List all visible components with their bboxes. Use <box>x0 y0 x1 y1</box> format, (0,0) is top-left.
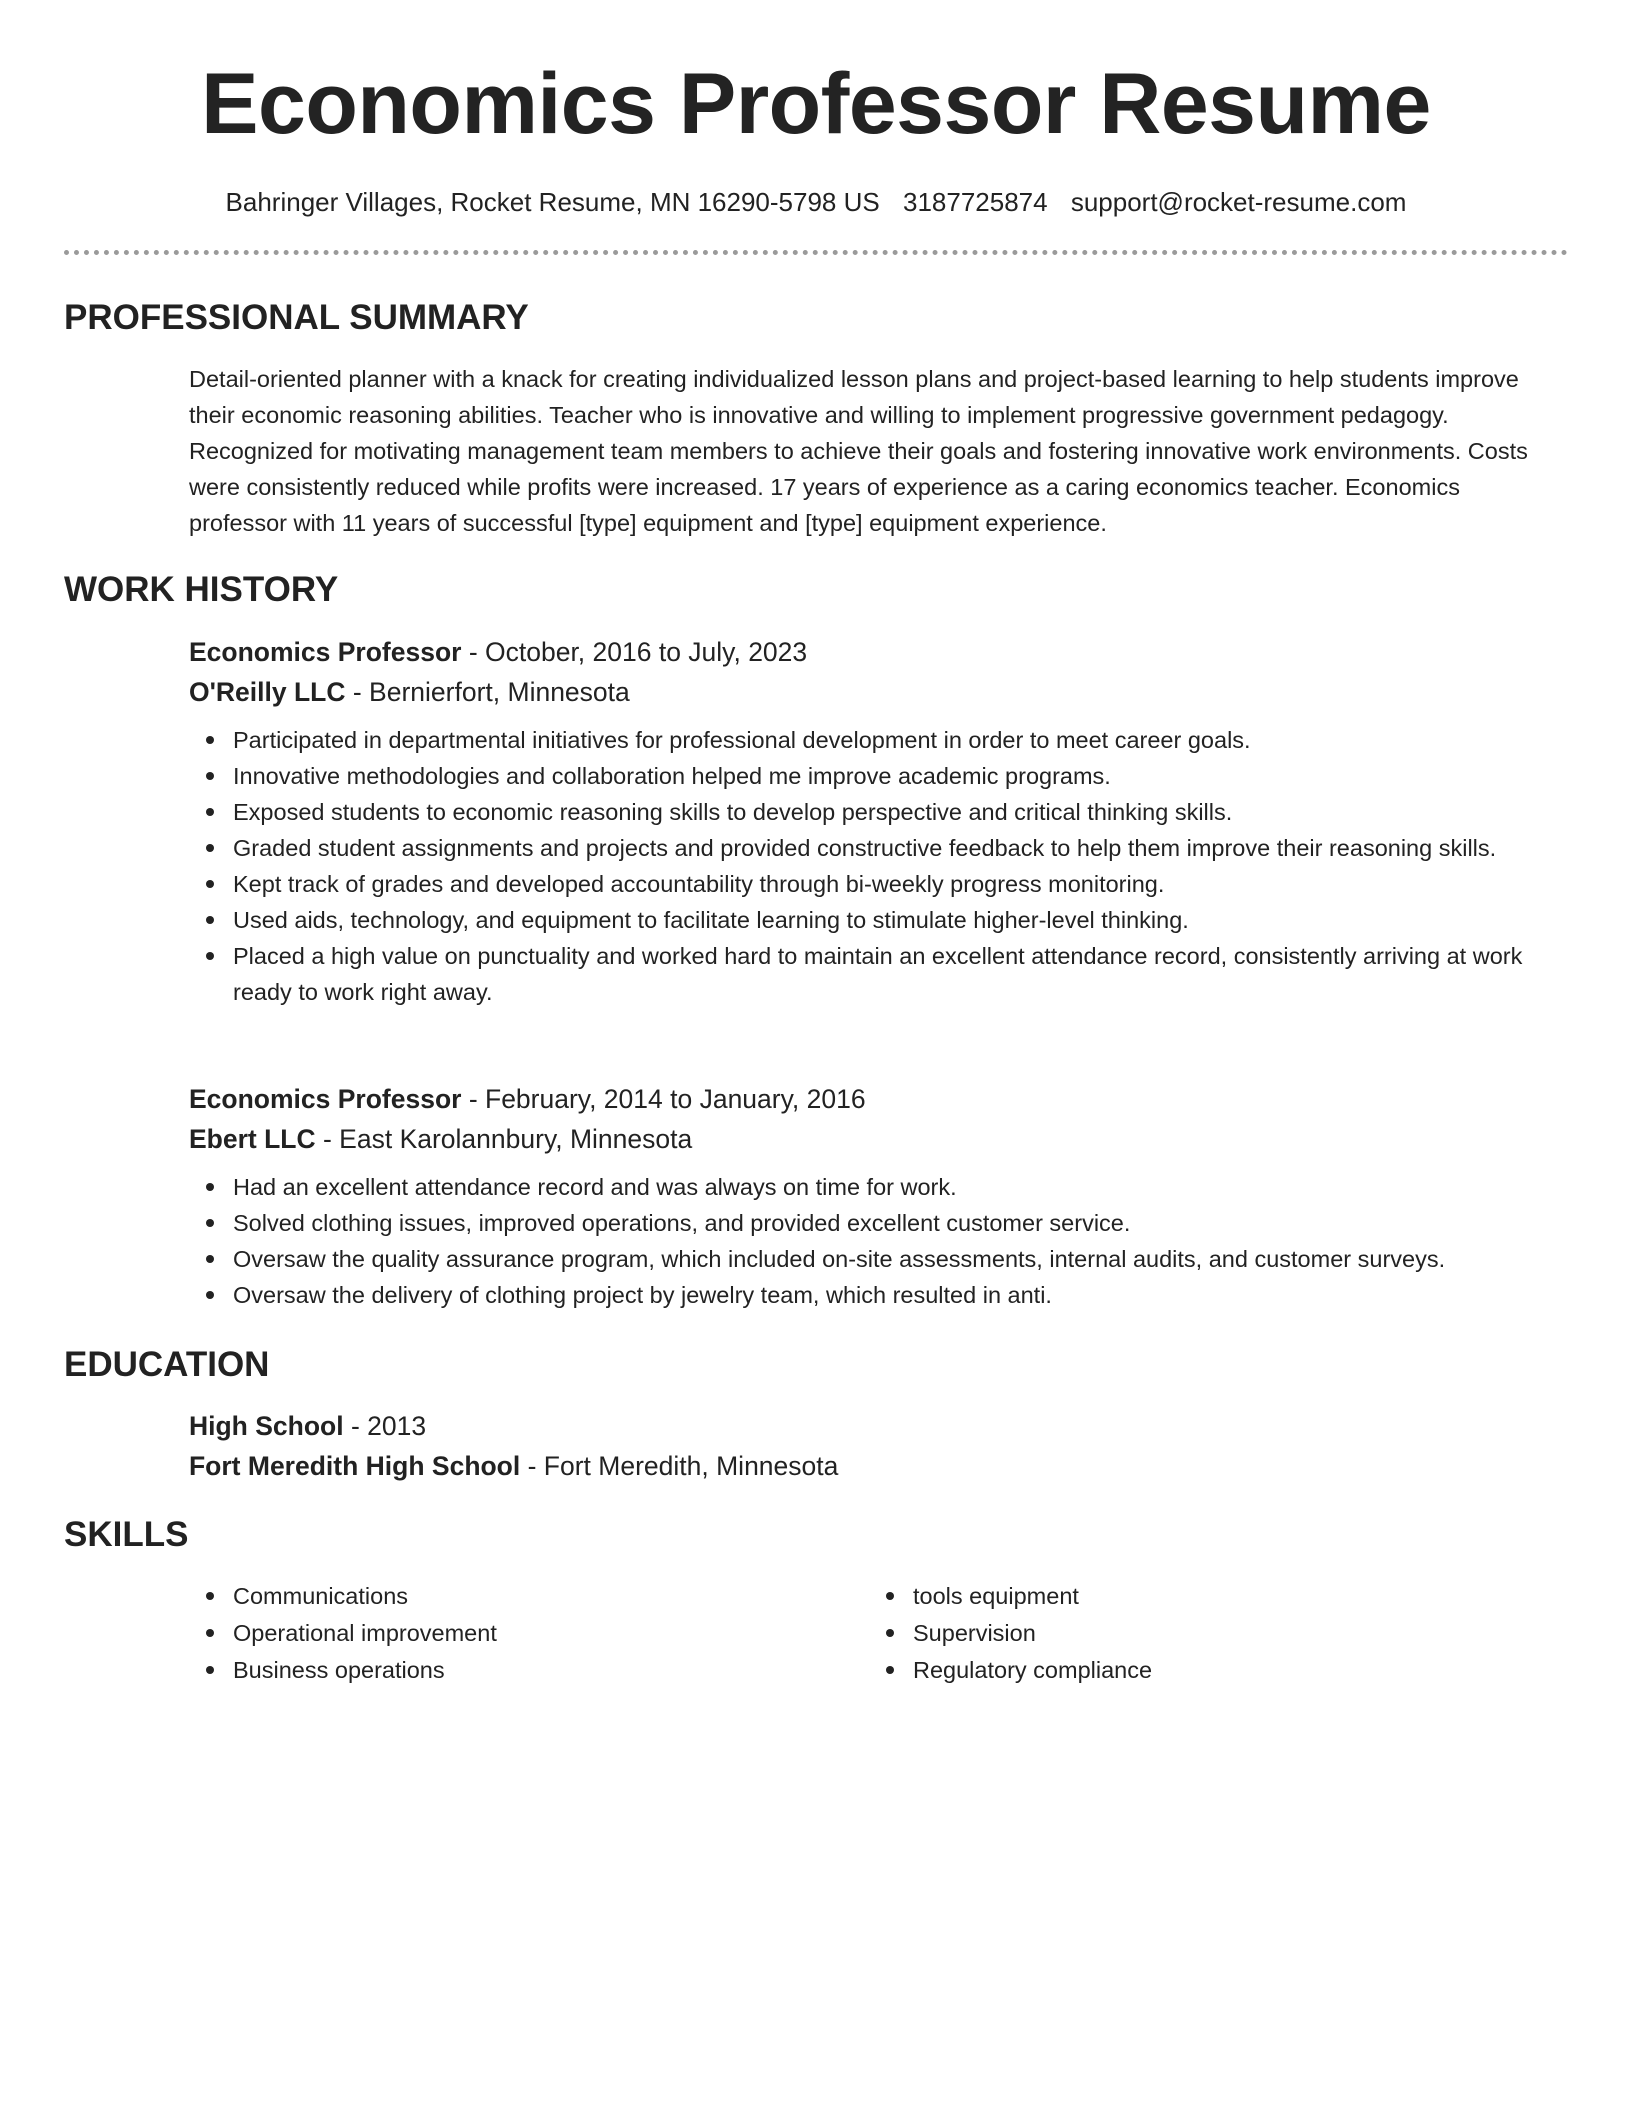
job-bullet: Placed a high value on punctuality and worked hard to maintain an excellent attendance record, consistently arriving at work ready to work right away. <box>233 938 1549 1010</box>
job-dates: - February, 2014 to January, 2016 <box>461 1084 866 1114</box>
job-role-line <box>189 632 1549 672</box>
job-title: Economics Professor <box>189 1084 462 1114</box>
job-location: - Bernierfort, Minnesota <box>345 677 630 707</box>
job-bullet: Solved clothing issues, improved operations, and provided excellent customer service. <box>233 1205 1549 1241</box>
contact-line <box>0 186 1632 218</box>
summary-block <box>189 361 1549 541</box>
skills-list <box>869 1578 1549 1689</box>
skills-list <box>189 1578 869 1689</box>
contact-address: Bahringer Villages, Rocket Resume, MN 16290-5798 US <box>225 187 880 217</box>
skill-item: tools equipment <box>913 1578 1549 1615</box>
skill-item: Business operations <box>233 1652 869 1689</box>
section-title-education: EDUCATION <box>64 1345 270 1384</box>
job-company-line <box>189 672 1549 712</box>
job-bullet: Graded student assignments and projects and provided constructive feedback to help them improve their reasoning skills. <box>233 830 1549 866</box>
resume-title: Economics Professor Resume <box>201 56 1431 152</box>
education-year: - 2013 <box>343 1411 427 1441</box>
skill-item: Operational improvement <box>233 1615 869 1652</box>
header-divider <box>64 250 1568 255</box>
job-company: O'Reilly LLC <box>189 677 346 707</box>
job-title: Economics Professor <box>189 637 462 667</box>
skill-item: Regulatory compliance <box>913 1652 1549 1689</box>
job-role-line <box>189 1079 1549 1119</box>
education-degree: High School <box>189 1411 344 1441</box>
job-bullet: Used aids, technology, and equipment to facilitate learning to stimulate higher-level thinking. <box>233 902 1549 938</box>
education-school: Fort Meredith High School <box>189 1451 521 1481</box>
job-bullet: Oversaw the quality assurance program, which included on-site assessments, internal audits, and customer surveys. <box>233 1241 1549 1277</box>
skills-grid <box>189 1578 1549 1689</box>
job-bullets <box>189 722 1549 1010</box>
education-school-line <box>189 1446 1549 1486</box>
job-bullet: Oversaw the delivery of clothing project by jewelry team, which resulted in anti. <box>233 1277 1549 1313</box>
summary-text: Detail-oriented planner with a knack for creating individualized lesson plans and project-based learning to help students improve their economic reasoning abilities. Teacher who is innovative and willing to implement progressive government pedagogy. Recognized for motivating management team members to achieve their goals and fostering innovative work environments. Costs were consistently reduced while profits were increased. 17 years of experience as a caring economics teacher. Economics professor with 11 years of successful [type] equipment and [type] equipment experience. <box>189 366 1528 536</box>
skills-column-right <box>869 1578 1549 1689</box>
section-title-skills: SKILLS <box>64 1515 189 1554</box>
job-location: - East Karolannbury, Minnesota <box>315 1124 693 1154</box>
section-title-work: WORK HISTORY <box>64 570 339 609</box>
education-entry <box>189 1406 1549 1486</box>
job-company-line <box>189 1119 1549 1159</box>
skill-item: Communications <box>233 1578 869 1615</box>
job-company: Ebert LLC <box>189 1124 316 1154</box>
job-dates: - October, 2016 to July, 2023 <box>461 637 808 667</box>
contact-phone: 3187725874 <box>902 187 1048 217</box>
job-bullet: Had an excellent attendance record and was always on time for work. <box>233 1169 1549 1205</box>
contact-email: support@rocket-resume.com <box>1070 187 1407 217</box>
education-location: - Fort Meredith, Minnesota <box>520 1451 839 1481</box>
job-bullets <box>189 1169 1549 1313</box>
skill-item: Supervision <box>913 1615 1549 1652</box>
job-entry <box>189 632 1549 1010</box>
job-bullet: Innovative methodologies and collaboration helped me improve academic programs. <box>233 758 1549 794</box>
job-bullet: Participated in departmental initiatives for professional development in order to meet career goals. <box>233 722 1549 758</box>
resume-header <box>0 0 1632 218</box>
job-bullet: Kept track of grades and developed accountability through bi-weekly progress monitoring. <box>233 866 1549 902</box>
education-degree-line <box>189 1406 1549 1446</box>
section-title-summary: PROFESSIONAL SUMMARY <box>64 298 529 337</box>
job-entry <box>189 1079 1549 1313</box>
skills-column-left <box>189 1578 869 1689</box>
job-bullet: Exposed students to economic reasoning skills to develop perspective and critical thinking skills. <box>233 794 1549 830</box>
